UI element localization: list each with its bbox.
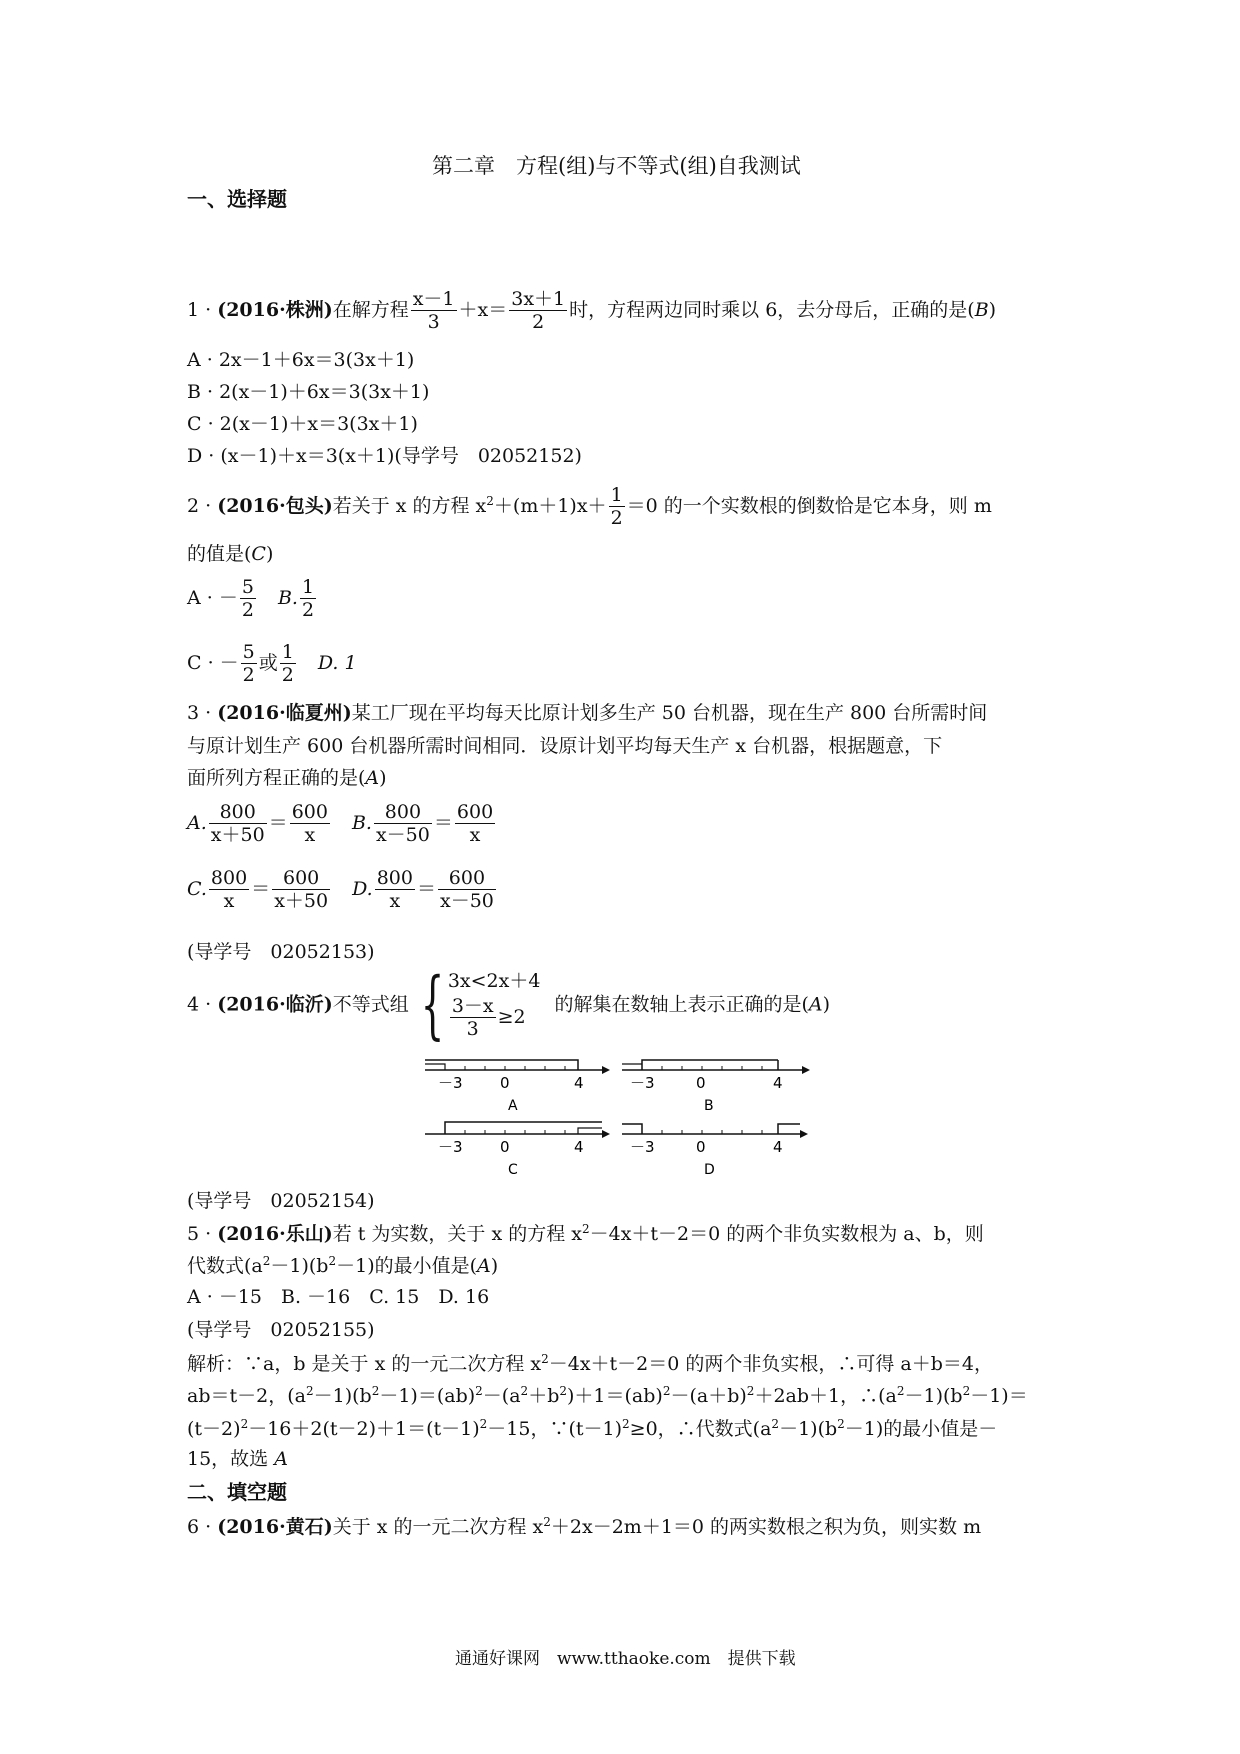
question-source: (2016·乐山) xyxy=(217,1223,333,1245)
tick-label: 4 xyxy=(773,1074,783,1092)
option-b: B · 2(x－1)＋6x＝3(3x＋1) xyxy=(187,381,430,403)
answer: A xyxy=(808,993,823,1016)
fraction: $\frac{1}{2}$ xyxy=(281,641,294,686)
fraction: $\frac{600}{x}$ xyxy=(291,801,328,846)
option-row-cd: C. $\frac{800}{x}$ ＝ $\frac{600}{x+50}$ D. $\frac{800}{x}$ ＝ $\frac{600}{x-50}$ xyxy=(187,867,494,912)
tick-label: 0 xyxy=(696,1138,706,1156)
tick-label: －3 xyxy=(438,1138,463,1156)
question-source: (2016·株洲) xyxy=(217,299,333,321)
question-text: ) xyxy=(988,299,997,321)
fraction: $\frac{800}{x-50}$ xyxy=(375,801,430,846)
tick-label: －3 xyxy=(438,1074,463,1092)
question-6: 6 · (2016·黄石)关于 x 的一元二次方程 $x^2+2x-2m+1=0$ 的两实数根之积为负，则实数 m xyxy=(187,1515,982,1538)
fraction: $\frac{x-1}{3}$ xyxy=(412,288,455,333)
section-heading-fill: 二、填空题 xyxy=(187,1480,287,1504)
question-source: (2016·临沂) xyxy=(217,993,333,1016)
question-3 xyxy=(187,704,987,723)
question-text: ＋(m＋1)x＋ xyxy=(493,495,607,517)
option-d: D · (x－1)＋x＝3(x＋1)(导学号 02052152) xyxy=(187,445,582,467)
option-a: A · 2x－1＋6x＝3(3x＋1) xyxy=(187,349,415,371)
option-label: C xyxy=(508,1162,518,1178)
question-number: 6 · xyxy=(187,1516,218,1538)
question-5: 5 · (2016·乐山)若 t 为实数，关于 x 的方程 $x^2-4x+t-2=0$ 的两个非负实数根为 a、b，则 xyxy=(187,1222,984,1245)
question-5-line2: 代数式$(a^2-1)(b^2-1)$的最小值是(A) xyxy=(187,1254,499,1277)
option-label: D xyxy=(704,1162,715,1178)
inequality-system: 3x<2x＋4 $\frac{3-x}{3}$ ≥2 xyxy=(447,969,541,1040)
question-2 xyxy=(187,486,992,528)
fraction: $\frac{600}{x}$ xyxy=(456,801,494,846)
question-text: 时，方程两边同时乘以 6，去分母后，正确的是( xyxy=(569,299,975,321)
number-line-c xyxy=(420,1110,610,1180)
question-text: ＝0 的一个实数根的倒数恰是它本身，则 m xyxy=(626,495,992,517)
guide-number: (导学号 02052153) xyxy=(187,941,375,963)
question-source: (2016·黄石) xyxy=(217,1516,333,1538)
question-4: 4 · (2016·临沂)不等式组 { 3x<2x＋4 $\frac{3-x}{3}$ ≥2 的解集在数轴上表示正确的是(A) xyxy=(187,962,831,1048)
question-source: (2016·临夏州) xyxy=(217,702,352,724)
option-label: A xyxy=(508,1098,518,1114)
guide-number: (导学号 02052154) xyxy=(187,1190,375,1212)
guide-number: (导学号 02052155) xyxy=(187,1319,375,1341)
question-number: 5 · xyxy=(187,1223,218,1245)
exponent: 2 xyxy=(486,494,494,508)
tick-label: 0 xyxy=(500,1138,510,1156)
fraction: $\frac{800}{x+50}$ xyxy=(210,801,265,846)
question-text: ＋x＝ xyxy=(458,299,508,321)
question-number: 1 · xyxy=(187,299,218,321)
question-source: (2016·包头) xyxy=(217,495,333,517)
fraction: $\frac{800}{x}$ xyxy=(210,867,248,912)
answer: C xyxy=(251,543,266,565)
page-title: 第二章 方程(组)与不等式(组)自我测试 xyxy=(432,154,801,178)
question-2-line2: 的值是(C) xyxy=(187,543,274,565)
solution-line-2: ab＝t－2，$(a^2-1)(b^2-1)=(ab)^2-(a^2+b^2)+1=(ab)^2-(a+b)^2+2ab+1$，$\therefore(a^2-1)(b^2-1)=$ xyxy=(187,1384,1028,1407)
number-line-d xyxy=(618,1110,808,1180)
fraction: $\frac{800}{x}$ xyxy=(376,867,413,912)
fraction: $\frac{3x+1}{2}$ xyxy=(511,288,566,333)
question-3-line3: 面所列方程正确的是(A) xyxy=(187,767,387,789)
fraction: $\frac{600}{x+50}$ xyxy=(274,867,329,912)
solution-line-3: $(t-2)^2-16+2(t-2)+1=(t-1)^2-15$，$\because(t-1)^2\ge 0$，∴代数式$(a^2-1)(b^2-1)$的最小值是－ xyxy=(187,1417,998,1440)
question-text: 的解集在数轴上表示正确的是( xyxy=(554,993,809,1016)
question-number: 3 · xyxy=(187,702,218,724)
question-text: 在解方程 xyxy=(332,299,409,321)
tick-label: 4 xyxy=(773,1138,783,1156)
tick-label: 4 xyxy=(574,1138,584,1156)
fraction: $\frac{5}{2}$ xyxy=(242,641,255,686)
section-heading-choice: 一、选择题 xyxy=(187,187,287,211)
question-text: 若关于 x 的方程 x xyxy=(332,495,487,517)
number-line-b xyxy=(618,1050,810,1118)
option-c: C · 2(x－1)＋x＝3(3x＋1) xyxy=(187,413,418,435)
fraction: $\frac{1}{2}$ xyxy=(301,576,315,621)
answer: B xyxy=(974,299,989,321)
option-label: B xyxy=(704,1098,714,1114)
fraction: $\frac{1}{2}$ xyxy=(610,484,623,529)
solution-line-4: 15，故选 A xyxy=(187,1448,288,1470)
tick-label: 0 xyxy=(500,1074,510,1092)
answer: A xyxy=(477,1255,491,1277)
tick-label: －3 xyxy=(630,1074,655,1092)
options-row: A · －15 B. －16 C. 15 D. 16 xyxy=(187,1286,490,1308)
system-brace: { xyxy=(420,962,445,1048)
footer: 通通好课网 www.tthaoke.com 提供下载 xyxy=(455,1649,796,1669)
question-number: 4 · xyxy=(187,993,218,1016)
fraction: $\frac{600}{x-50}$ xyxy=(439,867,494,912)
option-row-ab: A · － $\frac{5}{2}$ B. $\frac{1}{2}$ xyxy=(187,576,315,621)
question-1 xyxy=(187,290,996,332)
option-row-cd: C · － $\frac{5}{2}$ 或 $\frac{1}{2}$ D. 1 xyxy=(187,641,357,686)
tick-label: 4 xyxy=(574,1074,584,1092)
fraction: $\frac{5}{2}$ xyxy=(241,576,254,621)
question-3-line2: 与原计划生产 600 台机器所需时间相同．设原计划平均每天生产 x 台机器，根据题意，下 xyxy=(187,735,943,757)
tick-label: －3 xyxy=(630,1138,655,1156)
solution-line-1: 解析：∵a，b 是关于 x 的一元二次方程 $x^2-4x+t-2=0$ 的两个非负实根，∴可得 a＋b＝4， xyxy=(187,1352,994,1375)
question-number: 2 · xyxy=(187,495,218,517)
tick-label: 0 xyxy=(696,1074,706,1092)
option-row-ab: A. $\frac{800}{x+50}$ ＝ $\frac{600}{x}$ B. $\frac{800}{x-50}$ ＝ $\frac{600}{x}$ xyxy=(187,801,494,846)
number-line-a xyxy=(420,1050,610,1118)
question-text: 某工厂现在平均每天比原计划多生产 50 台机器，现在生产 800 台所需时间 xyxy=(351,702,988,724)
answer: A xyxy=(365,767,380,789)
question-text: 不等式组 xyxy=(332,993,409,1016)
